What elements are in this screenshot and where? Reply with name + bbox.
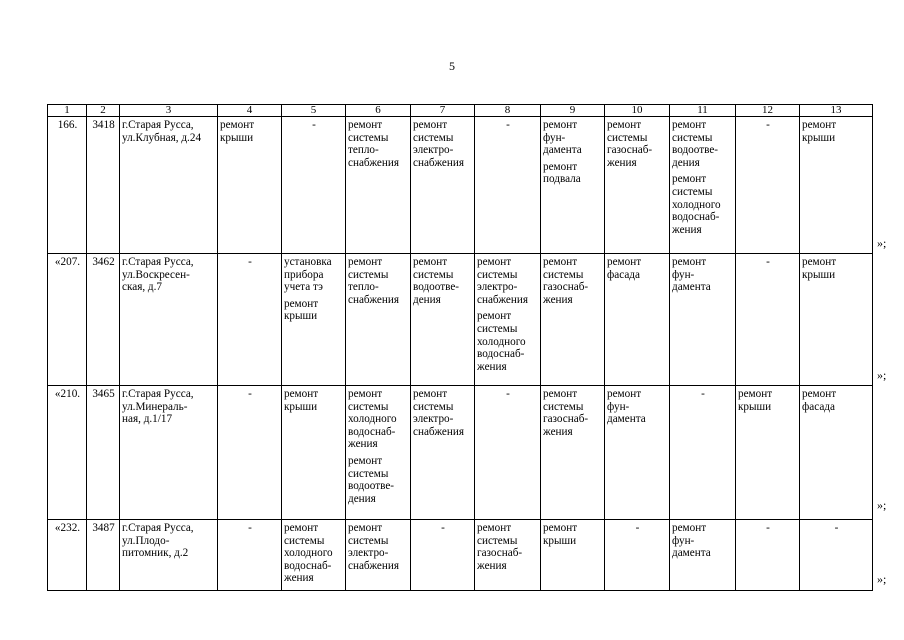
table-cell bbox=[120, 254, 218, 386]
cell-text: - bbox=[766, 119, 770, 131]
repair-schedule-table bbox=[47, 104, 873, 591]
cell-text: ремонт фун- дамента bbox=[672, 522, 711, 560]
table-cell bbox=[475, 520, 541, 591]
table-row bbox=[48, 117, 873, 254]
cell-text: ремонт системы электро- снабжения bbox=[413, 119, 464, 169]
cell-text: - bbox=[701, 388, 705, 400]
table-cell bbox=[411, 117, 475, 254]
table-cell bbox=[736, 520, 800, 591]
cell-text: ремонт крыши bbox=[543, 522, 578, 547]
cell-text: ремонт системы электро- снабжения bbox=[477, 256, 528, 306]
header-cell: 9 bbox=[541, 105, 605, 117]
header-cell: 13 bbox=[800, 105, 873, 117]
table-cell bbox=[120, 117, 218, 254]
table-cell bbox=[605, 386, 670, 520]
table-cell bbox=[282, 254, 346, 386]
cell-text: 3465 bbox=[92, 388, 115, 400]
header-cell: 5 bbox=[282, 105, 346, 117]
table-cell bbox=[87, 520, 120, 591]
cell-text: - bbox=[312, 119, 316, 131]
cell-text: ремонт системы газоснаб- жения bbox=[607, 119, 653, 169]
cell-text: ремонт фасада bbox=[607, 256, 642, 281]
cell-text: - bbox=[635, 522, 640, 534]
table-cell bbox=[736, 386, 800, 520]
cell-text: г.Старая Русса, ул.Минераль- ная, д.1/17 bbox=[122, 388, 194, 426]
table-cell bbox=[670, 520, 736, 591]
table-cell bbox=[218, 254, 282, 386]
table-cell bbox=[736, 254, 800, 386]
table-cell bbox=[800, 386, 873, 520]
header-cell: 7 bbox=[411, 105, 475, 117]
table-cell bbox=[346, 254, 411, 386]
table-cell bbox=[411, 254, 475, 386]
cell-text: ремонт системы электро- снабжения bbox=[348, 522, 399, 572]
cell-text: - bbox=[506, 388, 510, 400]
cell-text: ремонт системы холодного водоснаб- жения bbox=[477, 310, 526, 373]
cell-text: - bbox=[248, 388, 252, 400]
table-cell bbox=[120, 520, 218, 591]
cell-text: ремонт системы водоотве- дения bbox=[348, 454, 395, 505]
table-cell bbox=[411, 386, 475, 520]
cell-text: ремонт крыши bbox=[284, 297, 319, 323]
row-closing-mark: »; bbox=[877, 368, 887, 382]
cell-text: ремонт системы электро- снабжения bbox=[413, 388, 464, 438]
table-cell bbox=[282, 520, 346, 591]
cell-text: ремонт крыши bbox=[802, 256, 837, 281]
cell-text: ремонт системы газоснаб- жения bbox=[543, 256, 589, 306]
header-cell: 8 bbox=[475, 105, 541, 117]
header-cell: 3 bbox=[120, 105, 218, 117]
cell-text: установка прибора учета тэ bbox=[284, 256, 332, 294]
cell-text: 166. bbox=[57, 119, 78, 131]
table-cell bbox=[541, 254, 605, 386]
cell-text: 3418 bbox=[92, 119, 115, 131]
table-cell bbox=[87, 254, 120, 386]
table-cell bbox=[475, 386, 541, 520]
table-cell bbox=[218, 386, 282, 520]
header-cell: 11 bbox=[670, 105, 736, 117]
cell-text: «207. bbox=[54, 256, 81, 268]
cell-text: - bbox=[834, 522, 839, 534]
table-row bbox=[48, 254, 873, 386]
cell-text: ремонт системы водоотве- дения bbox=[413, 256, 460, 306]
header-cell: 4 bbox=[218, 105, 282, 117]
cell-text: - bbox=[766, 522, 770, 534]
table-cell bbox=[605, 254, 670, 386]
table-cell bbox=[670, 254, 736, 386]
cell-text: г.Старая Русса, ул.Воскресен- ская, д.7 bbox=[122, 256, 194, 294]
cell-text: ремонт системы тепло- снабжения bbox=[348, 119, 399, 169]
header-cell: 10 bbox=[605, 105, 670, 117]
page-number: 5 bbox=[449, 59, 455, 73]
table-cell bbox=[475, 117, 541, 254]
table-cell bbox=[48, 254, 87, 386]
cell-text: ремонт системы холодного водоснаб- жения bbox=[284, 522, 333, 585]
cell-text: ремонт системы холодного водоснаб- жения bbox=[348, 388, 397, 451]
table-cell bbox=[282, 386, 346, 520]
table-cell bbox=[346, 520, 411, 591]
table-cell bbox=[800, 117, 873, 254]
cell-text: ремонт фун- дамента bbox=[607, 388, 646, 426]
cell-text: ремонт крыши bbox=[738, 388, 773, 413]
header-cell: 6 bbox=[346, 105, 411, 117]
row-closing-mark: »; bbox=[877, 236, 887, 250]
cell-text: ремонт фун- дамента bbox=[672, 256, 711, 294]
table-cell bbox=[541, 520, 605, 591]
table-cell bbox=[346, 117, 411, 254]
table-cell bbox=[120, 386, 218, 520]
table-cell bbox=[282, 117, 346, 254]
header-cell: 12 bbox=[736, 105, 800, 117]
cell-text: ремонт крыши bbox=[284, 388, 319, 413]
table-cell bbox=[87, 386, 120, 520]
row-closing-mark: »; bbox=[877, 498, 887, 512]
table-row bbox=[48, 386, 873, 520]
cell-text: 3462 bbox=[92, 256, 115, 268]
cell-text: «210. bbox=[54, 388, 81, 400]
cell-text: ремонт фасада bbox=[802, 388, 837, 413]
table-cell bbox=[48, 386, 87, 520]
table-cell bbox=[346, 386, 411, 520]
table-cell bbox=[670, 386, 736, 520]
table-cell bbox=[541, 117, 605, 254]
table-cell bbox=[48, 117, 87, 254]
table-cell bbox=[800, 254, 873, 386]
table-cell bbox=[411, 520, 475, 591]
cell-text: ремонт системы водоотве- дения bbox=[672, 119, 719, 169]
table-cell bbox=[605, 520, 670, 591]
cell-text: - bbox=[248, 256, 252, 268]
cell-text: ремонт системы газоснаб- жения bbox=[543, 388, 589, 438]
cell-text: ремонт системы газоснаб- жения bbox=[477, 522, 523, 572]
cell-text: - bbox=[248, 522, 252, 534]
header-cell: 2 bbox=[87, 105, 120, 117]
cell-text: ремонт системы тепло- снабжения bbox=[348, 256, 399, 306]
cell-text: ремонт крыши bbox=[802, 119, 837, 144]
table-cell bbox=[605, 117, 670, 254]
table-cell bbox=[48, 520, 87, 591]
header-cell: 1 bbox=[48, 105, 87, 117]
cell-text: «232. bbox=[54, 522, 81, 534]
cell-text: ремонт фун- дамента bbox=[543, 119, 582, 157]
cell-text: г.Старая Русса, ул.Плодо- питомник, д.2 bbox=[122, 522, 194, 560]
table-cell bbox=[218, 117, 282, 254]
row-closing-mark: »; bbox=[877, 572, 887, 586]
cell-text: ремонт подвала bbox=[543, 160, 581, 186]
table-cell bbox=[800, 520, 873, 591]
cell-text: - bbox=[506, 119, 510, 131]
cell-text: ремонт крыши bbox=[220, 119, 255, 144]
header-row bbox=[48, 105, 873, 117]
table-cell bbox=[670, 117, 736, 254]
cell-text: - bbox=[766, 256, 770, 268]
cell-text: ремонт системы холодного водоснаб- жения bbox=[672, 173, 721, 236]
table-cell bbox=[218, 520, 282, 591]
table-cell bbox=[541, 386, 605, 520]
cell-text: 3487 bbox=[92, 522, 115, 534]
table-cell bbox=[736, 117, 800, 254]
cell-text: - bbox=[441, 522, 445, 534]
table-row bbox=[48, 520, 873, 591]
table-cell bbox=[475, 254, 541, 386]
cell-text: г.Старая Русса, ул.Клубная, д.24 bbox=[122, 119, 202, 144]
table-cell bbox=[87, 117, 120, 254]
